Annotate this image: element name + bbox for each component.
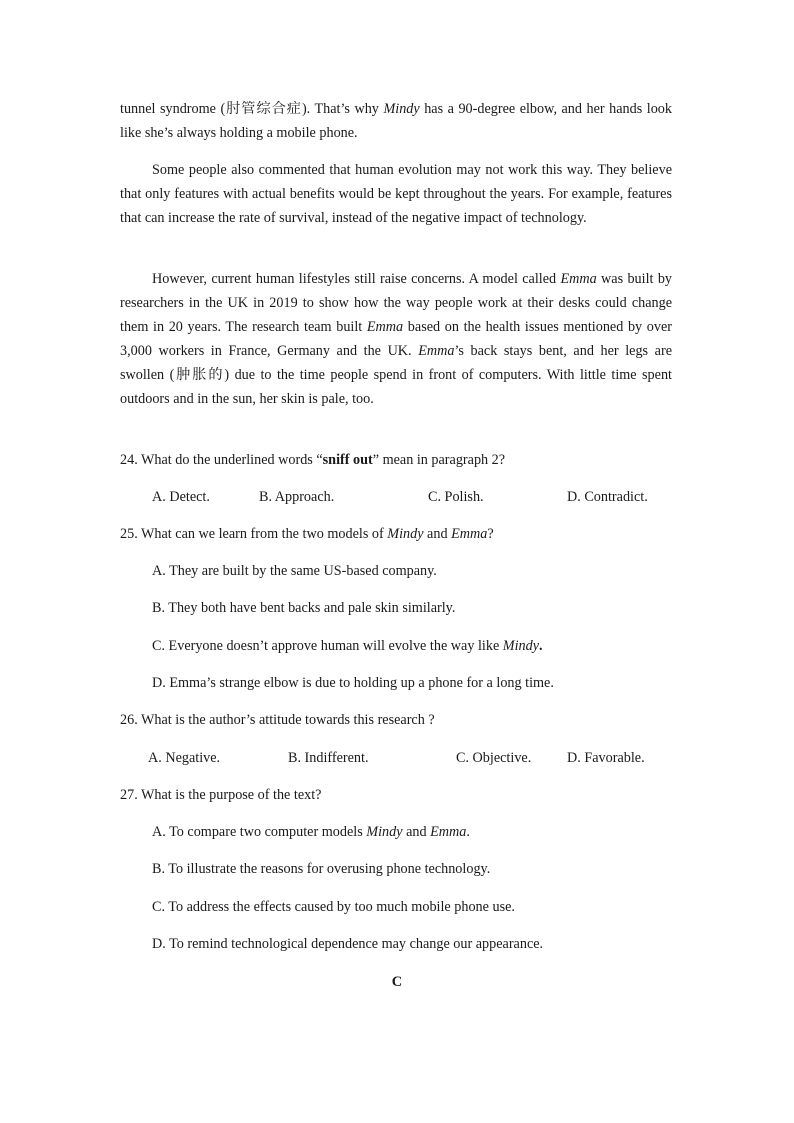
question-24-stem [120, 450, 680, 470]
q25-option-b[interactable]: B. They both have bent backs and pale skin similarly. [152, 600, 456, 616]
q25-option-c-period: . [539, 638, 543, 654]
question-26-stem: 26. What is the author’s attitude towards this research ? [120, 712, 435, 728]
q24-stem-bold: sniff out [322, 452, 373, 468]
q27-option-a-mindy: Mindy [366, 824, 403, 840]
q25-option-c[interactable] [152, 636, 543, 656]
paragraph-1-text-a: tunnel syndrome (肘管综合症). That’s why [120, 101, 384, 117]
paragraph-3-text-a: However, current human lifestyles still raise concerns. A model called [152, 271, 561, 287]
q26-option-b[interactable]: B. Indifferent. [288, 750, 369, 766]
q25-option-d[interactable]: D. Emma’s strange elbow is due to holding up a phone for a long time. [152, 675, 554, 691]
q25-option-a[interactable]: A. They are built by the same US-based company. [152, 563, 437, 579]
q26-option-a[interactable]: A. Negative. [148, 750, 221, 766]
q24-option-a[interactable]: A. Detect. [152, 489, 210, 505]
q27-option-a[interactable] [152, 822, 470, 842]
passage-paragraph-3 [120, 267, 672, 411]
question-27-stem: 27. What is the purpose of the text? [120, 787, 322, 803]
q27-option-d[interactable]: D. To remind technological dependence may change our appearance. [152, 936, 544, 952]
q24-option-c[interactable]: C. Polish. [428, 489, 484, 505]
paragraph-3-text-c: was built by researchers in the UK in 2019 to show how the way people work at their desks could change them in 20 years. The research team built [120, 271, 673, 335]
paragraph-3-name-emma-1: Emma [560, 271, 597, 287]
q25-option-c-text: C. Everyone doesn’t approve human will evolve the way like [152, 638, 503, 654]
paragraph-3-text-e: based on the health issues mentioned by over 3,000 workers in France, Germany and the UK. [120, 319, 672, 359]
paragraph-1-text-c: has a 90-degree elbow, and her hands look like she’s always holding a mobile phone. [120, 101, 672, 141]
q24-option-b[interactable]: B. Approach. [259, 489, 335, 505]
q25-stem-a: 25. What can we learn from the two models of [120, 526, 388, 542]
q24-stem-a: 24. What do the underlined words “ [120, 452, 323, 468]
q26-option-c[interactable]: C. Objective. [456, 750, 532, 766]
q25-option-c-mindy: Mindy [502, 638, 540, 654]
q27-option-a-text: A. To compare two computer models [152, 824, 367, 840]
q24-stem-c: ” mean in paragraph 2? [372, 452, 506, 468]
paragraph-3-text-g: ’s back stays bent, and her legs are swollen (肿胀的) due to the time people spend in front of computers. With little time spent outdoors and in the sun, her skin is pale, too. [120, 343, 672, 407]
question-25-stem [120, 524, 680, 544]
q24-option-d[interactable]: D. Contradict. [567, 489, 648, 505]
paragraph-1-name-mindy: Mindy [383, 101, 420, 117]
q27-option-a-emma: Emma [430, 824, 467, 840]
q27-option-b[interactable]: B. To illustrate the reasons for overusing phone technology. [152, 861, 491, 877]
section-letter: C [391, 974, 403, 990]
q27-option-a-and: and [402, 824, 431, 840]
passage-paragraph-2: Some people also commented that human evolution may not work this way. They believe that only features with actual benefits would be kept throughout the years. For example, features that can increase the rate of survival, instead of the negative impact of technology. [120, 162, 672, 226]
q25-stem-emma: Emma [451, 526, 488, 542]
q27-option-c[interactable]: C. To address the effects caused by too much mobile phone use. [152, 899, 515, 915]
q25-stem-mindy: Mindy [387, 526, 424, 542]
q26-option-d[interactable]: D. Favorable. [567, 750, 645, 766]
paragraph-3-name-emma-2: Emma [366, 319, 404, 335]
q25-stem-c: and [423, 526, 452, 542]
passage-paragraph-1 [120, 97, 672, 145]
q27-option-a-period: . [466, 824, 470, 840]
q25-stem-e: ? [487, 526, 494, 542]
paragraph-3-name-emma-3: Emma [418, 343, 455, 359]
